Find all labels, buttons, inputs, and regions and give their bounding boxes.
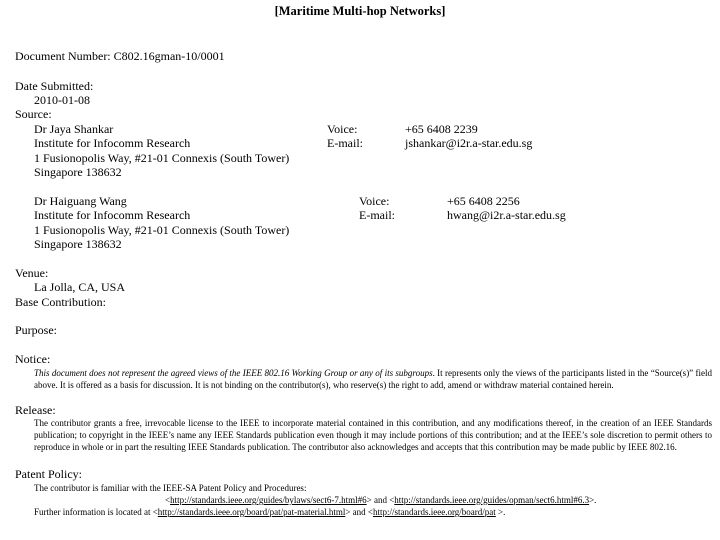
date-label: Date Submitted: — [15, 79, 94, 93]
board-pat-link[interactable]: http://standards.ieee.org/board/pat — [372, 507, 496, 517]
author-1-email-label: E-mail: — [327, 136, 363, 150]
notice-italic-text: This document does not represent the agreed views of the IEEE 802.16 Working Group or any of its subgroups — [34, 368, 433, 378]
base-contribution-label: Base Contribution: — [15, 295, 106, 309]
author-1-name: Dr Jaya Shankar — [34, 122, 114, 136]
patent-lt: < — [165, 495, 171, 505]
venue-label: Venue: — [15, 266, 49, 280]
date-value: 2010-01-08 — [34, 93, 90, 107]
further-info-line — [34, 506, 505, 518]
notice-rest-text: . It represents only the views of the participants listed in the “Source(s)” field above. It is offered as a basis for discussion. It is not binding on the contributor(s), who reserve(s) the right to add, amend or withdraw material contained herein. — [34, 368, 712, 391]
patent-end-2: >. — [495, 507, 506, 517]
patent-policy-label: Patent Policy: — [15, 467, 82, 481]
author-1-city: Singapore 138632 — [34, 165, 122, 179]
further-info-text: Further information is located at < — [34, 507, 158, 517]
author-2-email-label: E-mail: — [359, 208, 395, 222]
author-1-voice: +65 6408 2239 — [405, 122, 478, 136]
notice-label: Notice: — [15, 352, 51, 366]
pat-material-link[interactable]: http://standards.ieee.org/board/pat/pat-material.html — [157, 507, 346, 517]
author-2-org: Institute for Infocomm Research — [34, 208, 191, 222]
author-1-address: 1 Fusionopolis Way, #21-01 Connexis (South Tower) — [34, 151, 290, 165]
author-2-name: Dr Haiguang Wang — [34, 194, 127, 208]
author-2-voice: +65 6408 2256 — [447, 194, 520, 208]
document-number: Document Number: C802.16gman-10/0001 — [15, 49, 225, 63]
patent-and-1: > and < — [366, 495, 395, 505]
release-text: The contributor grants a free, irrevocable license to the IEEE to incorporate material contained in this contribution, and any modifications thereof, in the creation of an IEEE Standards publication; to copyright in the IEEE’s name any IEEE Standards publication even though it may include portions of this contribution; and at the IEEE’s sole discretion to permit others to reproduce in whole or in part the resulting IEEE Standards publication. The contributor also acknowledges and accepts that this contribution may be made public by IEEE 802.16. — [34, 418, 712, 453]
author-2-email: hwang@i2r.a-star.edu.sg — [447, 208, 566, 222]
release-label: Release: — [15, 403, 56, 417]
notice-text — [34, 367, 712, 391]
author-1-org: Institute for Infocomm Research — [34, 136, 191, 150]
patent-end-1: >. — [589, 495, 597, 505]
opman-link[interactable]: http://standards.ieee.org/guides/opman/sect6.html#6.3 — [394, 495, 590, 505]
author-1-voice-label: Voice: — [327, 122, 358, 136]
author-1-email: jshankar@i2r.a-star.edu.sg — [405, 136, 533, 150]
patent-policy-line1: The contributor is familiar with the IEEE-SA Patent Policy and Procedures: — [34, 483, 307, 493]
page-title: [Maritime Multi-hop Networks] — [274, 4, 446, 18]
venue-value: La Jolla, CA, USA — [34, 280, 125, 294]
author-2-city: Singapore 138632 — [34, 237, 122, 251]
purpose-label: Purpose: — [15, 323, 57, 337]
author-2-address: 1 Fusionopolis Way, #21-01 Connexis (South Tower) — [34, 223, 290, 237]
source-label: Source: — [15, 107, 52, 121]
patent-and-2: > and < — [345, 507, 373, 517]
patent-policy-links-line — [165, 494, 596, 506]
author-2-voice-label: Voice: — [359, 194, 390, 208]
bylaws-link[interactable]: http://standards.ieee.org/guides/bylaws/sect6-7.html#6 — [170, 495, 367, 505]
